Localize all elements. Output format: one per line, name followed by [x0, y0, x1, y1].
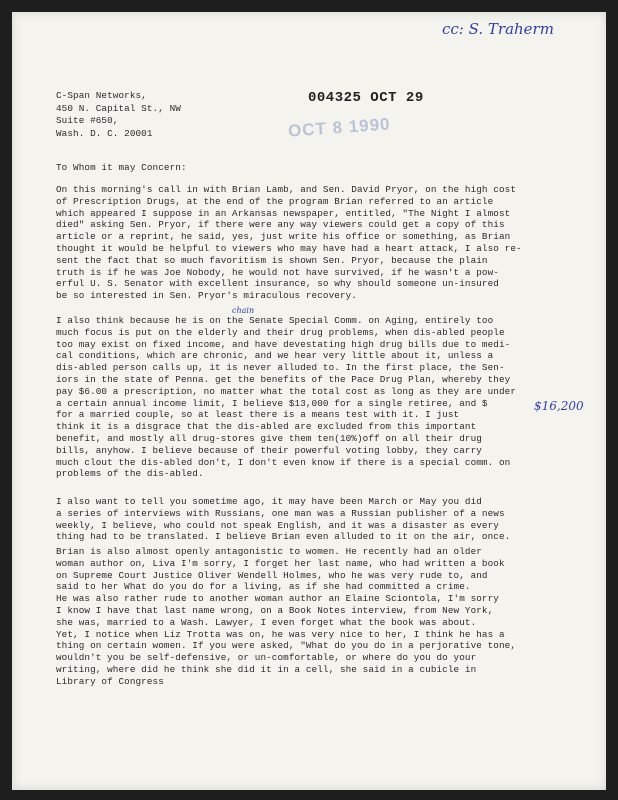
- text-line: died" asking Sen. Pryor, if there were any way viewers could get a copy of this: [56, 219, 505, 231]
- text-line: thing on certain women. If you were asked, "What do you do in a perjorative tone,: [56, 640, 517, 652]
- text-line: sent the fact that so much favoritism is shown Sen. Pryor, because the plain: [56, 254, 488, 266]
- text-line: iors in the state of Penna. get the benefits of the Pace Drug Plan, whereby they: [56, 373, 511, 385]
- text-line: problems of the dis-abled.: [56, 468, 204, 480]
- handwritten-chain-note: chain: [232, 306, 255, 315]
- text-line: cal conditions, which are chronic, and we hear very little about it, unless a: [56, 350, 494, 362]
- text-line: think it is a disgrace that the dis-abled are excluded from this important: [56, 421, 477, 433]
- text-line: truth is if he was Joe Nobody, he would not have survived, if he wasn't a pow-: [56, 266, 499, 278]
- text-line: Brian is also almost openly antagonistic to women. He recently had an older: [56, 546, 482, 557]
- text-line: He was also rather rude to another woman author an Elaine Sciontola, I'm sorry: [56, 593, 499, 605]
- letter-page: [12, 12, 606, 790]
- recipient-address: [56, 90, 181, 140]
- text-line: woman author on, Liva I'm sorry, I forget her last name, who had written a book: [56, 557, 505, 569]
- text-line: I also want to tell you sometime ago, it may have been March or May you did: [56, 496, 482, 507]
- text-line: on Supreme Court Justice Oliver Wendell Holmes, who he was very rude to, and: [56, 569, 488, 581]
- text-line: said to her What do you do for a living, as if she had committed a crime.: [56, 581, 471, 593]
- text-line: writing, where did he think she did it in a cell, she said in a cubicle in: [56, 663, 477, 675]
- text-line: Yet, I notice when Liz Trotta was on, he was very nice to her, I think he has a: [56, 628, 505, 640]
- text-line: dis-abled person calls up, it is never alluded to. In the first place, the Sen-: [56, 362, 505, 374]
- handwritten-cc-note: cc: S. Traherm: [442, 20, 554, 38]
- text-line: Library of Congress: [56, 675, 164, 687]
- paragraph-4: [56, 546, 596, 688]
- text-line: I know I have that last name wrong, on a Book Notes interview, from New York,: [56, 604, 494, 616]
- text-line: for a married couple, so at least there is a means test with it. I just: [56, 409, 460, 421]
- text-line: a series of interviews with Russians, one man was a Russian publisher of a news: [56, 507, 505, 519]
- date-stamp: OCT 8 1990: [287, 114, 392, 141]
- salutation: To Whom it may Concern:: [56, 162, 187, 173]
- text-line: of Prescription Drugs, at the end of the program Brian referred to an article: [56, 195, 494, 207]
- text-line: On this morning's call in with Brian Lamb, and Sen. David Pryor, on the high cost: [56, 184, 517, 195]
- text-line: wouldn't you be self-defensive, or un-comfortable, or where do you do your: [56, 652, 477, 664]
- text-line: article or a reprint, he said, yes, just write his office or something, as Brian: [56, 231, 511, 243]
- text-line: erful U. S. Senator with excellent insurance, so why should someone un-insured: [56, 278, 499, 290]
- text-line: I also think because he is on the Senate Special Comm. on Aging, entirely too: [56, 315, 494, 326]
- handwritten-figure-note: $16,200: [534, 399, 584, 413]
- received-stamp: 004325 OCT 29: [308, 90, 424, 106]
- paragraph-3: [56, 496, 596, 543]
- text-line: thought it would be helpful to viewers who may have had a heart attack, I also re-: [56, 242, 522, 254]
- address-line: Wash. D. C. 20001: [56, 127, 153, 139]
- text-line: she was, married to a Wash. Lawyer, I even forget what the book was about.: [56, 616, 477, 628]
- address-line: Suite #650,: [56, 115, 119, 126]
- text-line: much clout the dis-abled don't, I don't even know if there is a special comm. on: [56, 456, 511, 468]
- text-line: benefit, and mostly all drug-stores give them ten(10%)off on all their drug: [56, 432, 482, 444]
- text-line: which appeared I suppose in an Arkansas newspaper, entitled, "The Night I almost: [56, 207, 511, 219]
- text-line: much focus is put on the elderly and their drug problems, when dis-abled people: [56, 326, 505, 338]
- text-line: thing had to be translated. I believe Brian even alluded to it on the air, once.: [56, 531, 511, 543]
- paragraph-2: [56, 315, 596, 480]
- text-line: a certain annual income limit, I believe $13,000 for a single retiree, and $: [56, 397, 488, 409]
- address-line: C-Span Networks,: [56, 90, 147, 101]
- text-line: be so interested in Sen. Pryor's miraculous recovery.: [56, 290, 357, 302]
- text-line: pay $6.00 a prescription, no matter what the total cost as long as they are under: [56, 385, 517, 397]
- text-line: bills, anyhow. I believe because of their powerful voting lobby, they carry: [56, 444, 482, 456]
- text-line: too may exist on fixed income, and have devestating high drug bills due to medi-: [56, 338, 511, 350]
- text-line: weekly, I believe, who could not speak English, and it was a disaster as every: [56, 519, 499, 531]
- paragraph-1: [56, 184, 596, 302]
- address-line: 450 N. Capital St., NW: [56, 102, 181, 114]
